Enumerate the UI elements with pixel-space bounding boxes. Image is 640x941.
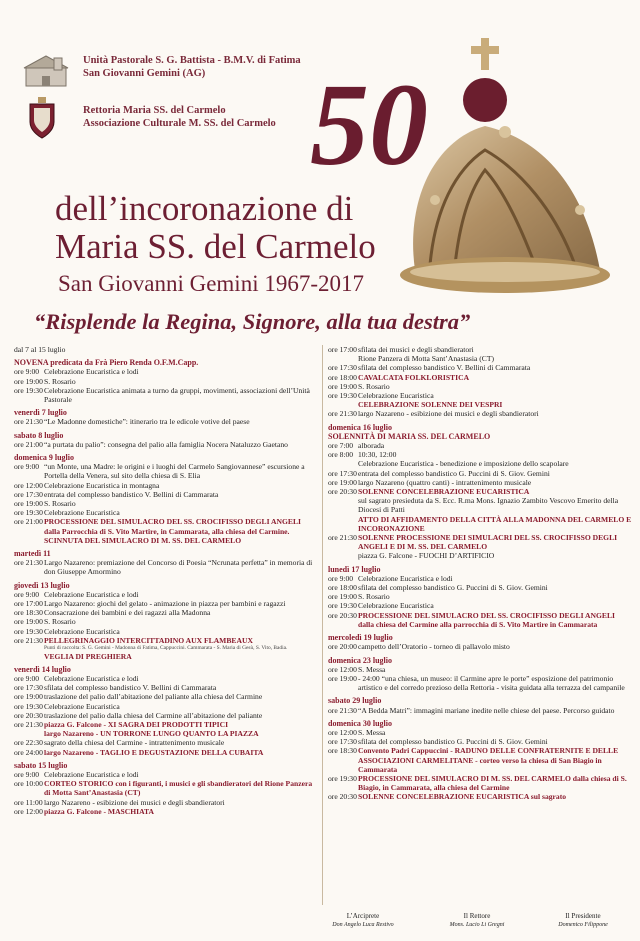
event-time: ore 19:00 — [328, 381, 357, 391]
event-row — [14, 738, 318, 747]
rettoria-line-2: Associazione Culturale M. SS. del Carmelo — [83, 118, 276, 129]
event-row — [328, 674, 632, 692]
event-description: SOLENNE CONCELEBRAZIONE EUCARISTICA sul sagrato — [358, 792, 567, 802]
event-description: S. Rosario — [358, 592, 390, 602]
signature-presidente — [538, 912, 628, 930]
event-description: PROCESSIONE DEL SIMULACRO DI M. SS. DEL CARMELO dalla chiesa di S. Biagio, in Cammarata, alla chiesa del Carmine — [358, 773, 627, 793]
event-description: entrata del complesso bandistico G. Puccini di S. Giov. Gemini — [358, 468, 550, 478]
event-row — [14, 608, 318, 617]
event-time: ore 19:30 — [14, 385, 43, 395]
event-row — [14, 490, 318, 499]
event-row — [328, 373, 632, 382]
event-row — [328, 478, 632, 487]
event-description: Largo Nazareno: premiazione del Concorso di Poesia “Ncrunata perfetta” in memoria di don Giuseppe Amormino — [44, 558, 313, 577]
event-time: ore 19:30 — [328, 391, 357, 401]
day-heading: mercoledì 19 luglio — [328, 633, 393, 643]
event-continuation: SCINNUTA DEL SIMULACRO DI M. SS. DEL CARMELO — [44, 535, 242, 545]
event-description: SOLENNE PROCESSIONE DEI SIMULACRI DEL SS. CROCIFISSO DEGLI ANGELI E DI M. SS. DEL CARMELO — [358, 533, 618, 552]
event-description: PROCESSIONE DEL SIMULACRO DEL SS. CROCIFISSO DEGLI ANGELI dalla chiesa del Carmine alla parrocchia di S. Vito Martire in Cammarata — [358, 610, 615, 629]
event-time: ore 12:00 — [328, 664, 357, 674]
signature-rettore — [432, 912, 522, 930]
day-heading: sabato 15 luglio — [14, 760, 68, 770]
event-row — [14, 692, 318, 701]
event-time: ore 12:00 — [328, 727, 357, 737]
event-description: traslazione del palio dall’abitazione del paliante alla chiesa del Carmine — [44, 692, 263, 702]
event-time: ore 19:00 — [14, 499, 43, 509]
event-row — [328, 592, 632, 601]
event-description: sfilata del complesso bandistico V. Bellini di Cammarata — [358, 363, 531, 373]
rettoria-name — [83, 104, 276, 130]
event-time: ore 9:00 — [14, 589, 40, 599]
event-description: sagrato della chiesa del Carmine - intrattenimento musicale — [44, 738, 225, 748]
event-row — [14, 798, 318, 807]
event-description: S. Rosario — [44, 617, 76, 627]
event-description: Celebrazione Eucaristica animata a turno da gruppi, movimenti, associazioni dell’Unità Pastorale — [44, 385, 310, 405]
event-description: Celebrazione Eucaristica — [44, 626, 120, 636]
event-description: alborada — [358, 441, 385, 451]
event-description: sfilata dei musici e degli sbandieratori — [358, 345, 474, 354]
event-row — [14, 683, 318, 692]
event-time: ore 19:30 — [14, 508, 43, 518]
event-description: Celebrazione Eucaristica — [358, 601, 434, 611]
day-heading: sabato 29 luglio — [328, 696, 382, 706]
event-time: ore 19:30 — [328, 601, 357, 611]
event-row — [328, 382, 632, 391]
event-description: Consacrazione dei bambini e dei ragazzi alla Madonna — [44, 608, 211, 618]
event-row — [14, 674, 318, 683]
anniversary-number: 50 — [310, 59, 428, 190]
event-description: S. Messa — [358, 727, 386, 737]
day-heading: domenica 9 luglio — [14, 453, 75, 463]
event-description: Celebrazione Eucaristica e lodi — [358, 573, 453, 583]
event-row — [328, 363, 632, 372]
event-time: ore 9:00 — [14, 367, 40, 377]
event-time: ore 21:30 — [14, 635, 43, 645]
event-description: SOLENNE CONCELEBRAZIONE EUCARISTICA — [358, 487, 530, 497]
event-row — [14, 770, 318, 779]
event-description: sfilata del complesso bandistico G. Puccini di S. Giov. Gemini — [358, 583, 548, 593]
event-time: ore 18:00 — [328, 583, 357, 593]
crown-icon — [395, 30, 640, 305]
event-row — [328, 469, 632, 478]
event-row — [328, 409, 632, 418]
event-time: ore 18:00 — [328, 372, 357, 382]
event-time: ore 19:30 — [14, 701, 43, 711]
title-line-2: Maria SS. del Carmelo — [55, 227, 376, 266]
event-time: ore 11:00 — [14, 797, 43, 807]
event-row — [328, 792, 632, 801]
event-description: campetto dell’Oratorio - torneo di pallavolo misto — [358, 642, 510, 652]
event-row — [328, 574, 632, 583]
event-row — [14, 517, 318, 535]
event-row — [14, 748, 318, 757]
event-continuation: CELEBRAZIONE SOLENNE DEI VESPRI — [358, 400, 503, 410]
event-row — [14, 499, 318, 508]
event-time: ore 19:00 — [14, 692, 43, 702]
event-continuation: Rione Panzera di Motta Sant’Anastasia (CT) — [358, 354, 495, 364]
event-time: ore 9:00 — [14, 462, 40, 472]
event-row — [14, 481, 318, 490]
event-description: entrata del complesso bandistico V. Bellini di Cammarata — [44, 489, 219, 499]
event-row — [14, 711, 318, 720]
right-schedule-column — [328, 345, 632, 907]
event-description: S. Rosario — [44, 499, 76, 509]
event-time: ore 18:30 — [328, 746, 357, 756]
event-description: largo Nazareno - esibizione dei musici e degli sbandieratori — [358, 409, 539, 419]
event-time: ore 17:30 — [14, 489, 43, 499]
event-continuation: Celebrazione Eucaristica - benedizione e imposizione dello scapolare — [358, 459, 569, 469]
event-description: “Le Madonne domestiche”: itinerario tra le edicole votive del paese — [44, 417, 250, 427]
event-row — [14, 440, 318, 449]
date-range: dal 7 al 15 luglio — [14, 345, 66, 354]
event-time: ore 20:00 — [328, 642, 357, 652]
event-row — [14, 636, 318, 645]
event-time: ore 24:00 — [14, 747, 43, 757]
event-description: S. Rosario — [358, 381, 390, 391]
event-note: Punti di raccolta: S. G. Gemini - Madonna di Fatima, Cappuccini. Cammarata - S. Maria di Gesù, S. Vito, Badia. — [44, 645, 288, 652]
day-heading: lunedì 17 luglio — [328, 564, 381, 574]
event-continuation: piazza G. Falcone - FUOCHI D’ARTIFICIO — [358, 551, 495, 561]
event-time: ore 19:00 — [14, 376, 43, 386]
day-heading: NOVENA predicata da Frà Piero Renda O.F.M.Capp. — [14, 358, 199, 368]
event-time: ore 9:00 — [328, 573, 354, 583]
event-continuation: VEGLIA DI PREGHIERA — [44, 651, 132, 661]
day-heading: domenica 30 luglio — [328, 718, 393, 728]
day-heading: sabato 8 luglio — [14, 430, 64, 440]
event-time: ore 21:00 — [14, 439, 43, 449]
event-description: sfilata del complesso bandistico V. Bellini di Cammarata — [44, 683, 217, 693]
event-description: CORTEO STORICO con i figuranti, i musici e gli sbandieratori del Rione Panzera di Motta Sant’Anastasia (CT) — [44, 779, 313, 798]
event-row — [14, 599, 318, 608]
event-row — [328, 774, 632, 792]
event-row — [328, 746, 632, 774]
event-row — [14, 367, 318, 376]
event-description: “a purtata du palio”: consegna del palio alla famiglia Nocera Nataluzzo Gaetano — [44, 439, 288, 449]
event-description: Celebrazione Eucaristica — [358, 391, 434, 401]
event-description: largo Nazareno - TAGLIO E DEGUSTAZIONE DELLA CUBAITA — [44, 747, 264, 757]
event-time: ore 7:00 — [328, 441, 354, 451]
event-row — [14, 807, 318, 816]
event-description: CAVALCATA FOLKLORISTICA — [358, 372, 470, 382]
event-time: ore 19:30 — [14, 626, 43, 636]
event-row — [328, 642, 632, 651]
column-divider — [322, 345, 323, 905]
day-heading: venerdì 14 luglio — [14, 664, 71, 674]
event-description: “un Monte, una Madre: le origini e i luoghi del Carmelo Sangiovannese” escursione a Portella della Venera, sul sito della chiesa di S. Elia — [44, 462, 305, 481]
event-description: PROCESSIONE DEL SIMULACRO DEL SS. CROCIFISSO DEGLI ANGELI dalla Parrocchia di S. Vito Martire, in Cammarata, alla chiesa del Carmine. — [44, 517, 301, 536]
event-description: “A Bedda Matri”: immagini mariane inedite nelle chiese del paese. Percorso guidato — [358, 705, 615, 715]
signature-arciprete — [318, 912, 408, 930]
event-row — [328, 737, 632, 746]
event-time: ore 21:30 — [328, 409, 357, 419]
left-schedule-column — [14, 345, 318, 907]
event-row — [14, 558, 318, 576]
day-heading: martedì 11 — [14, 549, 51, 559]
event-row — [14, 627, 318, 636]
event-time: ore 17:30 — [328, 468, 357, 478]
event-description: sfilata del complesso bandistico G. Puccini di S. Giov. Gemini — [358, 737, 548, 747]
event-row — [328, 728, 632, 737]
event-time: ore 19:00 — [328, 592, 357, 602]
event-row — [14, 720, 318, 729]
event-row — [14, 590, 318, 599]
signature-role: Il Presidente — [565, 912, 601, 920]
event-time: ore 20:30 — [328, 487, 357, 497]
event-continuation: ATTO DI AFFIDAMENTO DELLA CITTÀ ALLA MADONNA DEL CARMELO E INCORONAZIONE — [358, 514, 632, 533]
event-row — [14, 779, 318, 797]
day-heading: giovedì 13 luglio — [14, 580, 70, 590]
event-time: ore 21:30 — [328, 705, 357, 715]
event-description: Convento Padri Cappuccini - RADUNO DELLE CONFRATERNITE E DELLE ASSOCIAZIONI CARMELITANE - corteo verso la chiesa di San Biagio in Cammarata — [358, 746, 619, 774]
event-row — [14, 377, 318, 386]
event-description: Celebrazione Eucaristica — [44, 701, 120, 711]
event-row — [14, 702, 318, 711]
rettoria-line-1: Rettoria Maria SS. del Carmelo — [83, 105, 226, 116]
event-row — [14, 386, 318, 404]
church-icon — [20, 52, 72, 88]
event-time: ore 17:30 — [328, 363, 357, 373]
signature-role: L’Arciprete — [346, 912, 380, 920]
event-description: 10:30, 12:00 — [358, 450, 397, 460]
event-description: Celebrazione Eucaristica e lodi — [44, 769, 139, 779]
place-years: San Giovanni Gemini 1967-2017 — [58, 271, 364, 296]
event-description: Celebrazione Eucaristica — [44, 508, 120, 518]
event-time: ore 9:00 — [14, 673, 40, 683]
event-description: Celebrazione Eucaristica e lodi — [44, 367, 139, 377]
event-row — [14, 462, 318, 480]
event-description: largo Nazareno (quattro canti) - intrattenimento musicale — [358, 477, 532, 487]
event-time: ore 19:30 — [328, 773, 357, 783]
title-line-1: dell’incoronazione di — [55, 189, 354, 228]
event-time: ore 21:30 — [328, 533, 357, 543]
event-time: ore 12:00 — [14, 480, 43, 490]
signature-name: Mons. Lucio Li Gregni — [449, 922, 505, 928]
day-heading: domenica 23 luglio — [328, 655, 393, 665]
parish-line-2: San Giovanni Gemini (AG) — [83, 68, 206, 79]
event-time: ore 21:30 — [14, 719, 43, 729]
event-time: ore 8:00 — [328, 450, 354, 460]
signature-name: Domenico Filippone — [558, 922, 608, 928]
event-time: ore 21:30 — [14, 417, 43, 427]
event-description: Celebrazione Eucaristica e lodi — [44, 589, 139, 599]
event-time: ore 21:30 — [14, 558, 43, 568]
event-description: piazza G. Falcone - MASCHIATA — [44, 806, 155, 816]
event-row — [14, 417, 318, 426]
event-description: traslazione del palio dalla chiesa del Carmine all’abitazione del paliante — [44, 710, 263, 720]
event-time: ore 10:00 — [14, 779, 43, 789]
event-time: ore 20:30 — [328, 610, 357, 620]
event-description: Celebrazione Eucaristica e lodi — [44, 673, 139, 683]
event-description: S. Rosario — [44, 376, 76, 386]
event-row — [328, 345, 632, 354]
event-time: ore 17:00 — [328, 345, 357, 354]
event-row — [328, 665, 632, 674]
event-time: ore 19:00 — [328, 673, 357, 683]
event-row — [328, 601, 632, 610]
parish-line-1: Unità Pastorale S. G. Battista - B.M.V. di Fatima — [83, 55, 301, 66]
event-description: - 24:00 “una chiesa, un museo: il Carmine apre le porte” esposizione del patrimonio artistico e del corredo prezioso della Rettoria - visita guidata alla terrazza del campanile — [358, 673, 625, 693]
event-time: ore 20:30 — [328, 792, 357, 802]
coat-of-arms-icon — [26, 96, 58, 140]
event-time: ore 12:00 — [14, 806, 43, 816]
event-time: ore 19:00 — [328, 477, 357, 487]
day-heading: SOLENNITÀ DI MARIA SS. DEL CARMELO — [328, 431, 491, 441]
day-heading: domenica 16 luglio — [328, 422, 393, 432]
event-row — [328, 583, 632, 592]
motto: “Risplende la Regina, Signore, alla tua destra” — [34, 309, 471, 334]
event-row — [328, 706, 632, 715]
event-description: PELLEGRINAGGIO INTERCITTADINO AUX FLAMBEAUX — [44, 635, 253, 645]
event-description: Largo Nazareno: giochi del gelato - animazione in piazza per bambini e ragazzi — [44, 599, 286, 609]
event-time: ore 20:30 — [14, 710, 43, 720]
event-continuation: largo Nazareno - UN TORRONE LUNGO QUANTO LA PIAZZA — [44, 729, 259, 739]
event-row — [328, 441, 632, 450]
event-time: ore 21:00 — [14, 517, 43, 527]
parish-name — [83, 54, 301, 80]
event-row — [14, 508, 318, 517]
event-time: ore 22:30 — [14, 738, 43, 748]
event-description: largo Nazareno - esibizione dei musici e degli sbandieratori — [44, 797, 225, 807]
event-description: Celebrazione Eucaristica in montagna — [44, 480, 160, 490]
event-time: ore 18:30 — [14, 608, 43, 618]
event-row — [328, 450, 632, 459]
event-row — [328, 487, 632, 496]
event-time: ore 17:30 — [328, 737, 357, 747]
event-time: ore 19:00 — [14, 617, 43, 627]
event-time: ore 9:00 — [14, 769, 40, 779]
event-row — [14, 617, 318, 626]
signature-role: Il Rettore — [463, 912, 491, 920]
event-time: ore 17:30 — [14, 683, 43, 693]
signature-name: Don Angelo Luca Restivo — [332, 922, 394, 928]
event-continuation: sul sagrato presieduta da S. Ecc. R.ma Mons. Ignazio Zambito Vescovo Emerito della Diocesi di Patti — [358, 496, 619, 515]
event-row — [328, 611, 632, 629]
event-row — [328, 391, 632, 400]
day-heading: venerdì 7 luglio — [14, 408, 67, 418]
event-description: S. Messa — [358, 664, 386, 674]
event-description: piazza G. Falcone - XI SAGRA DEI PRODOTTI TIPICI — [44, 719, 229, 729]
event-time: ore 17:00 — [14, 599, 43, 609]
event-row — [328, 533, 632, 551]
